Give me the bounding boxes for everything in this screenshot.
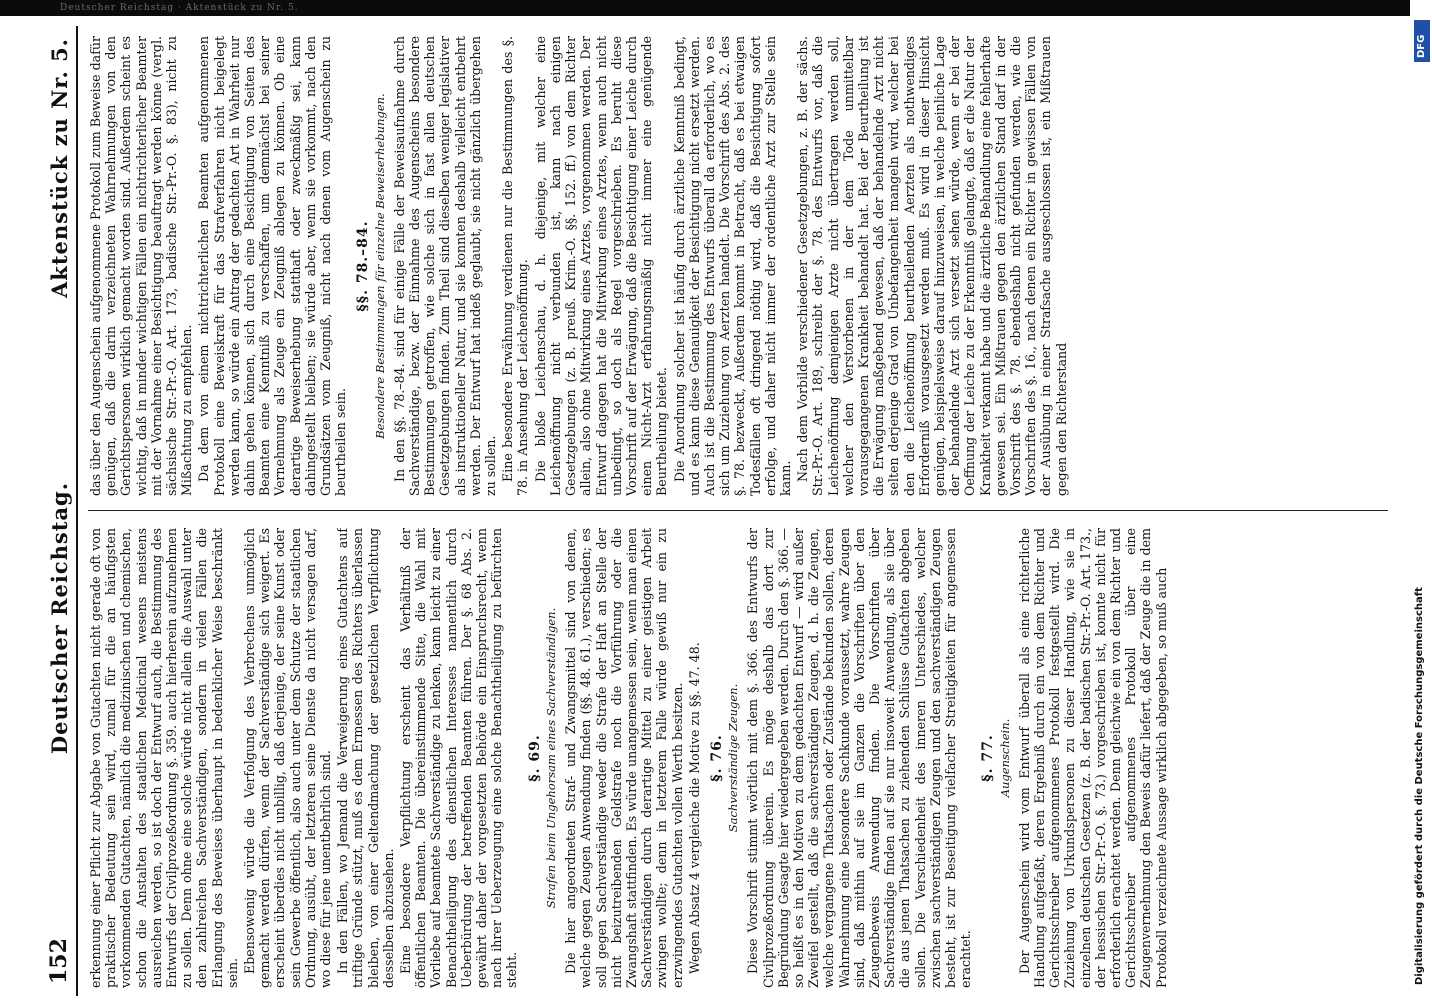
scan-top-band [0,0,1432,16]
body-paragraph: In den §§. 78.–84. sind für einige Fälle der Beweisaufnahme durch Sachverständige, bezw. der Einnahme des Augenscheins besondere Bestimmungen getroffen, wie solche sich in fast allen deutschen Gesetzgebungen finden. Zum Theil sind dieselben weniger legislativer als instruktioneller Natur, und sie konnten deshalb vielleicht entbehrt werden. Der Entwurf hat indeß geglaubt, sie nicht gänzlich übergehen zu sollen. [391,36,499,496]
body-paragraph: Eine besondere Verpflichtung erscheint das Verhältniß der öffentlichen Beamten. Die übereinstimmende Sitte, die Wahl mit Vorliebe auf beamtete Sachverständige zu lenken, kann leicht zu einer Benachtheiligung des dienstlichen Interesses namentlich durch Ueberbürdung der betreffenden Beamten führen. Der §. 68 Abs. 2. gewährt daher der vorgesetzten Behörde ein Einspruchsrecht, wenn nach ihrer Ueberzeugung eine solche Benachtheiligung zu befürchten steht. [398,528,520,988]
section-subtitle: Strafen beim Ungehorsam eines Sachverständigen. [543,607,558,909]
section-heading: §. 77. [980,734,997,782]
column-divider [88,510,1388,511]
section-heading: §. 76. [708,734,725,782]
section-heading: §§. 78.–84. [355,220,372,312]
body-paragraph: das über den Augenschein aufgenommene Protokoll zum Beweise dafür genügen, daß die darin verzeichneten Wahrnehmungen von den Gerichtspersonen wirklich gemacht worden sind. Außerdem scheint es wichtig, daß in minder wichtigen Fällen ein nichtrichterlicher Beamter mit der Vornahme einer Besichtigung beauftragt werden könne (vergl. sächsische Str.-Pr.-O. Art. 173, badische Str.-Pr.-O. §. 83), nicht zu Mißachtung zu empfehlen. [88,36,195,496]
body-paragraph: Die Anordnung solcher ist häufig durch ärztliche Kenntniß bedingt, und es kann diese Genauigkeit der Besichtigung nicht ersetzt werden. Auch ist die Bestimmung des Entwurfs überall da erforderlich, wo es sich um Zuziehung von Aerzten handelt. Die Vorschrift des Abs. 2. des §. 78. bezweckt, Außerdem kommt in Betracht, daß es bei etwaigen Todesfällen oft dringend nöthig wird, daß die Besichtigung sofort erfolge, und daher nicht immer der ordentliche Arzt zur Stelle sein kann. [671,36,793,496]
digitization-credit [1410,0,1432,1000]
body-paragraph: Da dem von einem nichtrichterlichen Beamten aufgenommenen Protokoll eine Beweiskraft für das Strafverfahren nicht beigelegt werden kann, so würde ein Antrag der gedachten Art in Wahrheit nur dahin gehen können, sich durch eine Besichtigung von Seiten des Beamten eine Kenntniß zu verschaffen, um demnächst bei seiner Vernehmung als Zeuge ein Zeugniß ablegen zu können. Ob eine derartige Beweiserhebung statthaft oder zweckmäßig sei, kann dahingestellt bleiben; sie würde aber, wenn sie vorkommt, nach den Grundsätzen vom Zeugniß, nicht nach denen vom Augenschein zu beurtheilen sein. [196,36,349,496]
running-head-left: Deutscher Reichstag. [47,481,72,755]
scanned-document-page [28,26,1398,996]
body-paragraph: Ebensowenig würde die Verfolgung des Verbrechens unmöglich gemacht werden dürfen, wenn der Sachverständige sich weigert. Es erscheint überdies nicht unbillig, daß derjenige, der seine Kunst oder sein Gewerbe öffentlich, also auch unter dem Schutze der staatlichen Ordnung, ausübt, der letzteren seine Dienste da nicht versagen darf, wo diese für jene unentbehrlich sind. [242,528,334,988]
section-subtitle: Besondere Bestimmungen für einzelne Beweiserhebungen. [372,93,387,439]
right-text-column [88,36,1388,496]
body-paragraph: Die bloße Leichenschau, d. h. diejenige, mit welcher eine Leichenöffnung nicht verbunden ist, kann nach einigen Gesetzgebungen (z. B. preuß. Krim.-O. §§. 152. ff.) von dem Richter allein, also ohne Mitwirkung eines Arztes, vorgenommen werden. Der Entwurf dagegen hat die Mitwirkung eines Arztes, wenn auch nicht unbedingt, so doch als Regel vorgeschrieben. Es beruht diese Vorschrift auf der Erwägung, daß die Besichtigung einer Leiche durch einen Nicht-Arzt erfahrungsmäßig nicht immer eine genügende Beurtheilung bietet. [532,36,670,496]
body-paragraph: Der Augenschein wird vom Entwurf überall als eine richterliche Handlung aufgefaßt, deren Ergebniß durch ein von dem Richter und Gerichtsschreiber aufgenommenes Protokoll festgestellt wird. Die Zuziehung von Urkundspersonen zu dieser Handlung, wie sie in einzelnen deutschen Gesetzen (z. B. der badischen Str.-Pr.-O. Art. 173., der hessischen Str.-Pr.-O. §. 73.) vorgeschrieben ist, konnte nicht für erforderlich erachtet werden. Denn gleichwie ein von dem Richter und Gerichtsschreiber aufgenommenes Protokoll über eine Zeugenvernehmung den Beweis dafür liefert, daß der Zeuge die in dem Protokoll verzeichnete Aussage wirklich abgegeben, so muß auch [1016,528,1169,988]
body-paragraph: Nach dem Vorbilde verschiedener Gesetzgebungen, z. B. der sächs. Str.-Pr.-O. Art. 189, schreibt der §. 78. des Entwurfs vor, daß die Leichenöffnung demjenigen Arzte nicht übertragen werden soll, welcher den Verstorbenen in der dem Tode unmittelbar vorausgegangenen Krankheit behandelt hat. Bei der Beurtheilung ist die Erwägung maßgebend gewesen, daß der behandelnde Arzt nicht selten derjenige Grad von Unbefangenheit mangeln wird, welcher bei den die Leichenöffnung beurtheilenden Aerzten als nothwendiges Erforderniß vorausgesetzt werden muß. Es wird in dieser Hinsicht genügen, beispielsweise darauf hinzuweisen, in welche peinliche Lage der behandelnde Arzt sich versetzt sehen würde, wenn er bei der Oeffnung der Leiche zu der Erkenntniß gelangte, daß er die Natur der Krankheit verkannt habe und die ärztliche Behandlung eine fehlerhafte gewesen sei. Ein Mißtrauen gegen den ärztlichen Stand darf in der Vorschrift des §. 78. ebendeshalb nicht gefunden werden, wie die Vorschriften des §. 16., nach denen ein Richter in gewissen Fällen von der Ausübung in einer Strafsache ausgeschlossen ist, ein Mißtrauen gegen den Richterstand [795,36,1069,496]
left-text-column [88,528,1388,988]
section-heading: §. 69. [526,734,543,782]
running-head-right: Aktenstück zu Nr. 5. [47,38,72,298]
body-paragraph: In den Fällen, wo Jemand die Verweigerung eines Gutachtens auf triftige Gründe stützt, muß es dem Ermessen des Richters überlassen bleiben, von einer Geltendmachung der gesetzlichen Verpflichtung desselben abzusehen. [335,528,396,988]
section-subtitle: Sachverständige Zeugen. [726,683,741,833]
dfg-logo-text: DFG [1416,34,1427,58]
body-paragraph: Eine besondere Erwähnung verdienen nur die Bestimmungen des §. 78. in Ansehung der Leichenöffnung. [500,36,531,496]
body-paragraph: Diese Vorschrift stimmt wörtlich mit dem §. 366. des Entwurfs der Civilprozeßordnung überein. Es möge deshalb das dort zur Begründung Gesagte hier wiedergegeben werden. Durch den §. 366. — so heißt es in den Motiven zu dem gedachten Entwurf — wird außer Zweifel gestellt, daß die sachverständigen Zeugen, d. h. die Zeugen, welche vergangene Thatsachen oder Zustände bekunden sollen, deren Wahrnehmung eine besondere Sachkunde voraussetzt, wahre Zeugen sind, daß mithin auf sie im Ganzen die Vorschriften über den Zeugenbeweis Anwendung finden. Die Vorschriften über Sachverständige finden auf sie nur insoweit Anwendung, als sie über die aus jenen Thatsachen zu ziehenden Schlüsse Gutachten abgeben sollen. Die Verschiedenheit des inneren Unterschiedes, welcher zwischen sachverständigen Zeugen und den sachverständigen Zeugen besteht, ist zur Beseitigung vielfacher Streitigkeiten für angemessen erachtet. [745,528,974,988]
page-header [28,26,78,996]
dfg-logo [1414,20,1430,62]
body-paragraph: Wegen Absatz 4 vergleiche die Motive zu §§. 47. 48. [686,642,702,974]
top-band-text: Deutscher Reichstag · Aktenstück zu Nr. 5. [60,3,299,13]
section-subtitle: Augenschein. [997,718,1012,798]
body-paragraph: Die hier angeordneten Straf- und Zwangsmittel sind von denen, welche gegen Zeugen Anwendung finden (§§. 48. 61.), verschieden; es soll gegen Sachverständige weder die Strafe der Haft an Stelle der nicht beizutreibenden Geldstrafe noch die Vorführung oder die Zwangshaft stattfinden. Es würde unangemessen sein, wenn man einen Sachverständigen durch derartige Mittel zu einer geistigen Arbeit zwingen wollte; denn in letzterem Falle würde gewiß nur ein zu erzwingendes Gutachten vollen Werth besitzen. [563,528,685,988]
credit-text: Digitalisierung gefördert durch die Deutsche Forschungsgemeinschaft [1414,587,1425,985]
page-number: 152 [46,938,72,984]
body-paragraph: erkennung einer Pflicht zur Abgabe von Gutachten nicht gerade oft von praktischer Bedeutung sein wird, zumal für die an häufigsten vorkommenden Gutachten, nämlich die medizinischen und chemischen, schon die Anstalten des staatlichen Medicinal wesens meistens ausreichen werden, so ist doch der Entwurf auch, die Bestimmung des Entwurfs der Civilprozeßordnung §. 359. auch hierherein aufzunehmen zu sollen. Denn ohne eine solche würde nicht allein die Auswahl unter den zahlreichen Sachverständigen, sondern in vielen Fällen die Erlangung des Beweises überhaupt in bedenklicher Weise beschränkt sein. [88,528,240,988]
